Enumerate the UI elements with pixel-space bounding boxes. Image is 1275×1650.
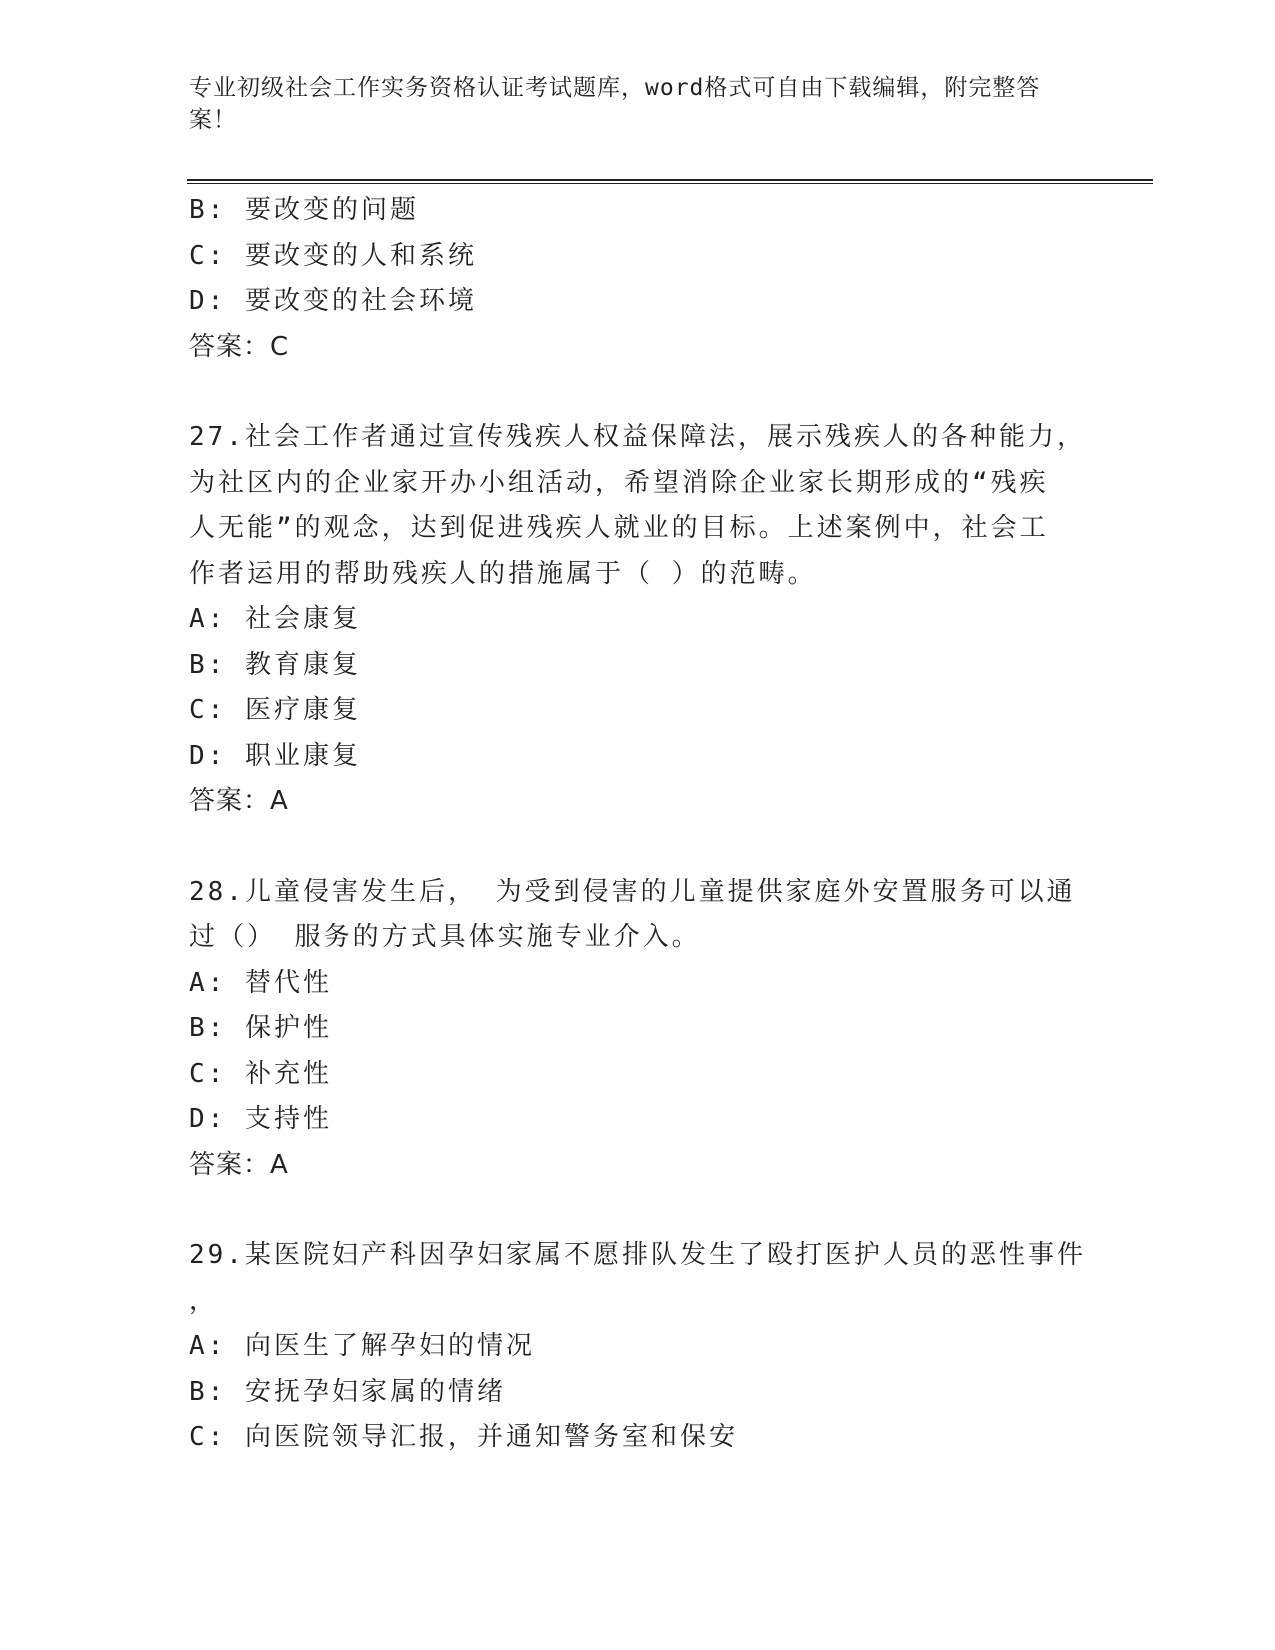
question-26-tail (189, 188, 1069, 370)
stem-line: 28.儿童侵害发生后， 为受到侵害的儿童提供家庭外安置服务可以通 (189, 876, 1076, 907)
option-a: A: 向医生了解孕妇的情况 (189, 1331, 535, 1361)
header-rule-thick (187, 179, 1153, 181)
option-c: C: 补充性 (189, 1058, 332, 1089)
option-c: C: 向医院领导汇报，并通知警务室和保安 (189, 1422, 738, 1452)
option-d: D: 支持性 (189, 1104, 332, 1134)
question-stem (189, 870, 1076, 961)
stem-line: 人无能”的观念，达到促进残疾人就业的目标。上述案例中，社会工 (189, 513, 1049, 543)
stem-line: 为社区内的企业家开办小组活动，希望消除企业家长期形成的“残疾 (189, 467, 1049, 498)
stem-line: 29.某医院妇产科因孕妇家属不愿排队发生了殴打医护人员的恶性事件 (189, 1240, 1086, 1270)
question-29 (189, 1233, 1086, 1461)
answer: 答案：A (189, 1149, 289, 1180)
question-28 (189, 870, 1076, 1189)
question-stem (189, 1233, 1086, 1324)
answer: 答案：C (189, 331, 290, 362)
spacer (189, 370, 1069, 415)
option-a: A: 社会康复 (189, 604, 361, 634)
option-c: C: 医疗康复 (189, 695, 361, 725)
option-b: B: 安抚孕妇家属的情绪 (189, 1376, 506, 1407)
question-stem (189, 415, 1086, 597)
option-b: B: 要改变的问题 (189, 195, 419, 225)
spacer (189, 1188, 1069, 1233)
header-line-1: 专业初级社会工作实务资格认证考试题库，word格式可自由下载编辑，附完整答 (189, 75, 1041, 101)
option-d: D: 职业康复 (189, 740, 361, 771)
header-rule-thin (187, 183, 1153, 184)
stem-line: ， (189, 1285, 219, 1316)
stem-line: 27.社会工作者通过宣传残疾人权益保障法，展示残疾人的各种能力， (189, 422, 1086, 452)
option-b: B: 教育康复 (189, 649, 361, 680)
option-d: D: 要改变的社会环境 (189, 286, 477, 316)
page-header (189, 72, 1069, 136)
stem-line: 作者运用的帮助残疾人的措施属于（ ）的范畴。 (189, 558, 817, 589)
option-b: B: 保护性 (189, 1013, 332, 1043)
header-line-2: 案！ (189, 107, 237, 133)
option-c: C: 要改变的人和系统 (189, 240, 477, 271)
spacer (189, 825, 1069, 870)
option-a: A: 替代性 (189, 967, 332, 998)
answer: 答案：A (189, 786, 289, 816)
stem-line: 过（） 服务的方式具体实施专业介入。 (189, 922, 701, 952)
question-content (189, 188, 1086, 1461)
question-27 (189, 415, 1086, 825)
